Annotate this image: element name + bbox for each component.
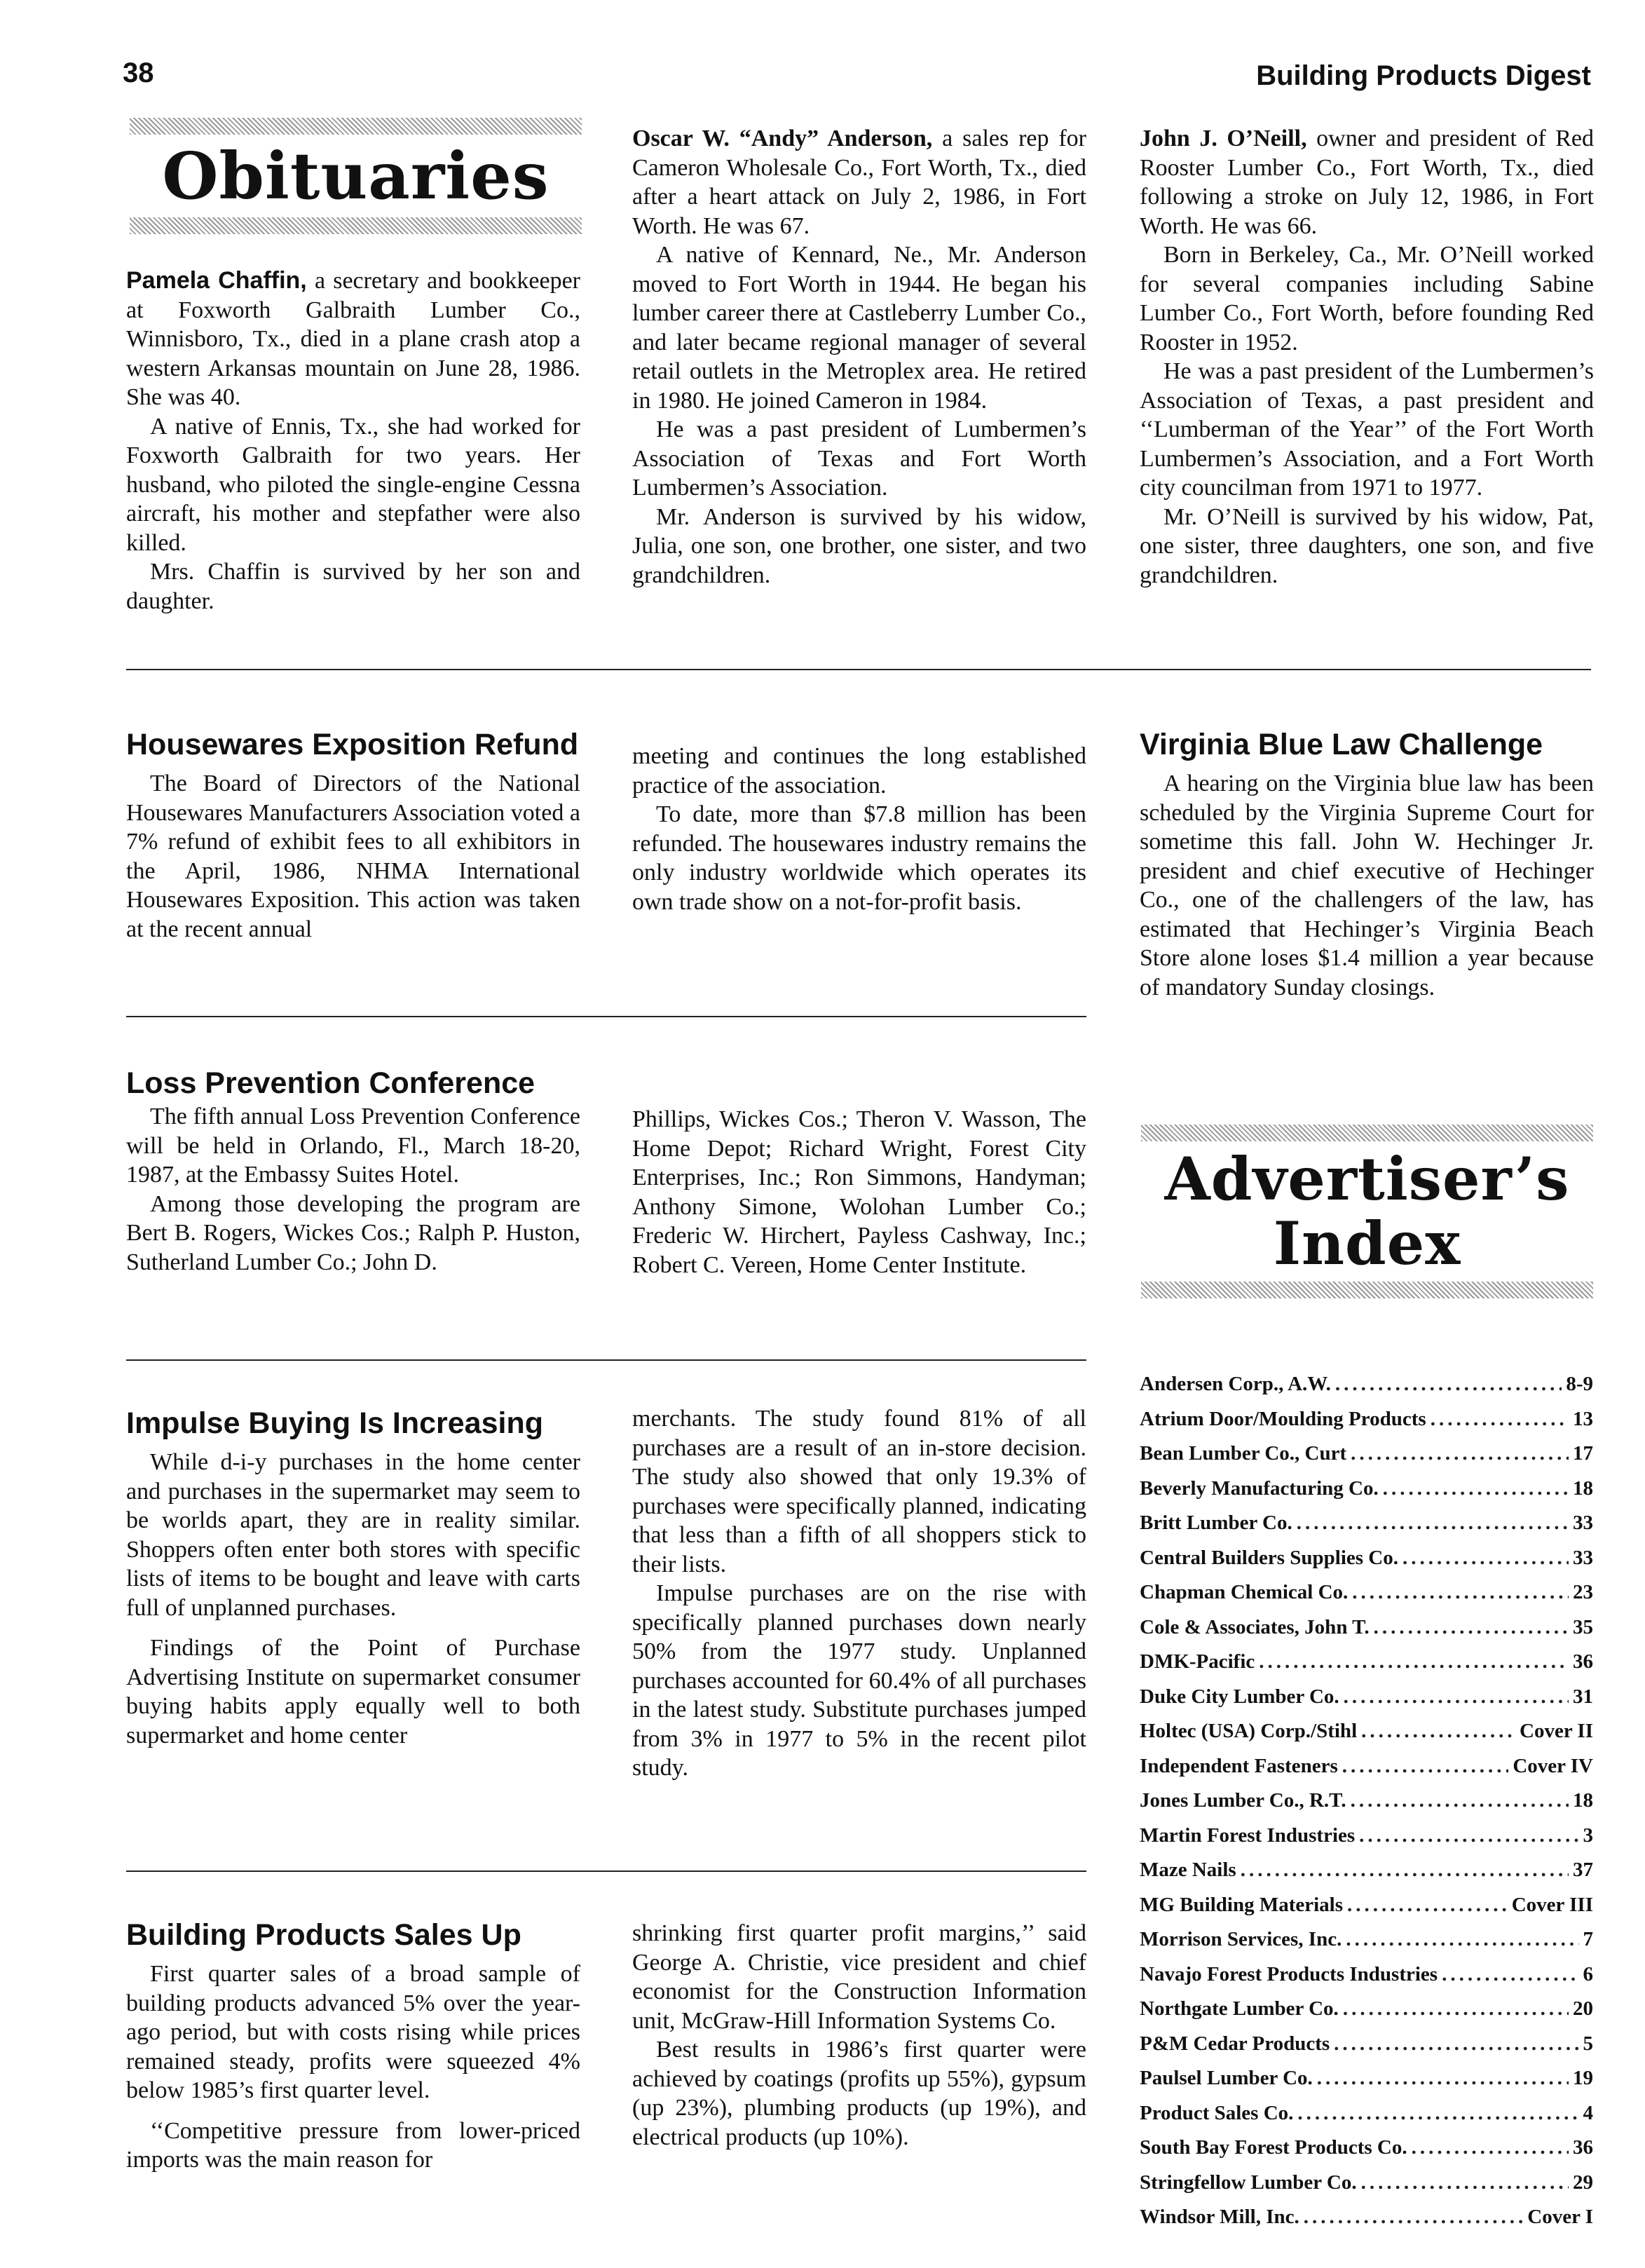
housewares-col1 bbox=[126, 726, 580, 944]
leader-dots bbox=[1334, 2027, 1578, 2062]
leader-dots bbox=[1343, 1992, 1569, 2027]
advertiser-entry bbox=[1140, 1472, 1593, 1507]
article-paragraph: A hearing on the Virginia blue law has been scheduled by the Virginia Supreme Court for sometime this fall. John W. Hechinger Jr. president and chief executive of Hechinger Co., one of the challengers of the law, has estimated that Hechinger’s Virginia Beach Store alone loses $1.4 million a year because of mandatory Sunday closings. bbox=[1140, 770, 1594, 1000]
housewares-col2 bbox=[632, 742, 1086, 916]
advertiser-entry bbox=[1140, 2027, 1593, 2062]
obit-paragraph: John J. O’Neill, owner and president of Red Rooster Lumber Co., Fort Worth, Tx., died following a stroke on July 12, 1986, in Fort Worth. He was 66. bbox=[1140, 125, 1595, 239]
leader-dots bbox=[1241, 1853, 1569, 1888]
obit-paragraph: He was a past president of Lumbermen’s Association of Texas and Fort Worth Lumbermen’s Association. bbox=[632, 416, 1086, 501]
article-paragraph: Impulse purchases are on the rise with specifically planned purchases down nearly 50% from the 1977 study. Unplanned purchases accounted for 60.4% of all purchases in the latest study. Substitute purchases jumped from 3% in 1977 to 5% in the recent pilot study. bbox=[632, 1580, 1086, 1781]
leader-dots bbox=[1374, 1610, 1569, 1645]
obituary-chaffin bbox=[126, 266, 580, 616]
advertiser-entry bbox=[1140, 1367, 1593, 1402]
advertiser-page: 18 bbox=[1573, 1476, 1593, 1500]
obit-name-oneill: John J. O’Neill, bbox=[1140, 125, 1307, 151]
advertisers-list bbox=[1140, 1367, 1593, 2235]
advertiser-name: Jones Lumber Co., R.T. bbox=[1140, 1789, 1346, 1812]
leader-dots bbox=[1346, 1922, 1578, 1957]
advertiser-page: 5 bbox=[1583, 2032, 1593, 2055]
advertiser-page: 7 bbox=[1583, 1928, 1593, 1950]
divider bbox=[126, 1359, 1086, 1361]
obituary-oneill bbox=[1140, 124, 1594, 590]
leader-dots bbox=[1361, 2166, 1569, 2201]
advertiser-entry bbox=[1140, 1402, 1593, 1437]
advertiser-name: Atrium Door/Moulding Products bbox=[1140, 1407, 1426, 1430]
advertiser-entry bbox=[1140, 1819, 1593, 1854]
obit-paragraph: Mr. O’Neill is survived by his widow, Pat, one sister, three daughters, one son, and five grandchildren. bbox=[1140, 503, 1594, 588]
sales-up-title: Building Products Sales Up bbox=[126, 1918, 521, 1952]
advertiser-page: 8-9 bbox=[1566, 1373, 1593, 1395]
leader-dots bbox=[1442, 1957, 1578, 1992]
leader-dots bbox=[1347, 1888, 1508, 1923]
heading-stripe-bottom bbox=[130, 217, 582, 234]
leader-dots bbox=[1297, 2096, 1578, 2131]
advertiser-page: 31 bbox=[1573, 1685, 1593, 1708]
advertisers-title-line1: Advertiser’s bbox=[1164, 1144, 1570, 1214]
advertiser-name: Britt Lumber Co. bbox=[1140, 1512, 1292, 1534]
advertiser-entry bbox=[1140, 2096, 1593, 2131]
advertiser-entry bbox=[1140, 1922, 1593, 1957]
leader-dots bbox=[1351, 1784, 1569, 1819]
advertiser-page: Cover II bbox=[1520, 1720, 1593, 1742]
advertiser-name: Stringfellow Lumber Co. bbox=[1140, 2171, 1357, 2194]
leader-dots bbox=[1335, 1367, 1562, 1402]
advertiser-entry bbox=[1140, 1888, 1593, 1923]
page-number: 38 bbox=[123, 57, 154, 88]
advertiser-page: 3 bbox=[1583, 1824, 1593, 1847]
advertiser-name: Central Builders Supplies Co. bbox=[1140, 1546, 1398, 1569]
advertiser-name: South Bay Forest Products Co. bbox=[1140, 2136, 1407, 2159]
advertiser-name: Morrison Services, Inc. bbox=[1140, 1928, 1342, 1950]
advertiser-page: 17 bbox=[1573, 1442, 1593, 1465]
leader-dots bbox=[1259, 1645, 1569, 1680]
leader-dots bbox=[1297, 1506, 1569, 1541]
divider bbox=[126, 1016, 1086, 1017]
leader-dots bbox=[1383, 1472, 1569, 1507]
advertiser-page: 33 bbox=[1573, 1512, 1593, 1534]
obit-paragraph: A native of Kennard, Ne., Mr. Anderson moved to Fort Worth in 1944. He began his lumber career there at Castleberry Lumber Co., and later became regional manager of several retail outlets in the Metroplex area. He retired in 1980. He joined Cameron in 1984. bbox=[632, 242, 1086, 414]
advertiser-page: 36 bbox=[1573, 2136, 1593, 2159]
leader-dots bbox=[1344, 1680, 1569, 1715]
advertiser-entry bbox=[1140, 2166, 1593, 2201]
sales-up-col1 bbox=[126, 1916, 580, 2175]
loss-prevention-title: Loss Prevention Conference bbox=[126, 1066, 535, 1100]
impulse-title: Impulse Buying Is Increasing bbox=[126, 1406, 543, 1440]
sales-up-col2 bbox=[632, 1919, 1086, 2152]
article-paragraph: shrinking first quarter profit margins,’’ said George A. Christie, vice president and chief economist for the Construction Information unit, McGraw-Hill Information Systems Co. bbox=[632, 1920, 1086, 2034]
heading-stripe-top bbox=[1141, 1125, 1593, 1141]
leader-dots bbox=[1317, 2061, 1569, 2096]
virginia-title: Virginia Blue Law Challenge bbox=[1140, 728, 1543, 761]
leader-dots bbox=[1361, 1714, 1515, 1749]
advertiser-entry bbox=[1140, 1541, 1593, 1576]
article-paragraph: ‘‘Competitive pressure from lower-priced imports was the main reason for bbox=[126, 2117, 580, 2173]
divider bbox=[126, 1870, 1086, 1872]
advertiser-page: Cover I bbox=[1527, 2206, 1593, 2228]
advertiser-name: Northgate Lumber Co. bbox=[1140, 1997, 1339, 2020]
advertiser-name: Martin Forest Industries bbox=[1140, 1824, 1356, 1847]
advertiser-entry bbox=[1140, 1784, 1593, 1819]
obit-name-anderson: Oscar W. “Andy” Anderson, bbox=[632, 125, 933, 151]
advertiser-entry bbox=[1140, 2131, 1593, 2166]
publication-title: Building Products Digest bbox=[1256, 60, 1591, 91]
obit-paragraph: Born in Berkeley, Ca., Mr. O’Neill worked for several companies including Sabine Lumber Co., Fort Worth, before founding Red Rooster in 1952. bbox=[1140, 242, 1594, 355]
advertiser-entry bbox=[1140, 1575, 1593, 1610]
advertisers-title-line2: Index bbox=[1273, 1209, 1461, 1278]
advertiser-name: Beverly Manufacturing Co. bbox=[1140, 1476, 1379, 1500]
advertiser-name: Holtec (USA) Corp./Stihl bbox=[1140, 1720, 1358, 1742]
advertiser-name: Paulsel Lumber Co. bbox=[1140, 2067, 1313, 2089]
obituary-anderson bbox=[632, 124, 1086, 590]
advertiser-page: 36 bbox=[1573, 1650, 1593, 1673]
advertiser-entry bbox=[1140, 1610, 1593, 1645]
obit-name-chaffin: Pamela Chaffin, bbox=[126, 267, 307, 294]
advertiser-entry bbox=[1140, 1506, 1593, 1541]
advertiser-entry bbox=[1140, 1957, 1593, 1992]
obit-paragraph: Mr. Anderson is survived by his widow, Julia, one son, one brother, one sister, and two grandchildren. bbox=[632, 503, 1086, 588]
advertiser-entry bbox=[1140, 1714, 1593, 1749]
advertiser-entry bbox=[1140, 2061, 1593, 2096]
advertiser-entry bbox=[1140, 1853, 1593, 1888]
advertiser-page: 13 bbox=[1573, 1407, 1593, 1430]
article-paragraph: Findings of the Point of Purchase Advertising Institute on supermarket consumer buying habits apply equally well to both supermarket and home center bbox=[126, 1635, 580, 1748]
impulse-col1 bbox=[126, 1404, 580, 1750]
divider bbox=[126, 669, 1591, 670]
obit-paragraph: A native of Ennis, Tx., she had worked for Foxworth Galbraith for two years. Her husband, who piloted the single-engine Cessna aircraft, his mother and stepfather were also killed. bbox=[126, 413, 580, 556]
advertiser-name: Windsor Mill, Inc. bbox=[1140, 2206, 1299, 2228]
article-paragraph: merchants. The study found 81% of all purchases are a result of an in-store decision. The study also showed that only 19.3% of purchases were specifically planned, indicating that less than a fifth of all shoppers stick to their lists. bbox=[632, 1406, 1086, 1577]
virginia-article bbox=[1140, 726, 1594, 1002]
advertiser-entry bbox=[1140, 1645, 1593, 1680]
advertiser-page: 19 bbox=[1573, 2067, 1593, 2089]
leader-dots bbox=[1342, 1749, 1509, 1784]
advertiser-page: 20 bbox=[1573, 1997, 1593, 2020]
advertiser-name: Product Sales Co. bbox=[1140, 2101, 1294, 2124]
advertiser-name: Chapman Chemical Co. bbox=[1140, 1581, 1349, 1603]
advertiser-name: Maze Nails bbox=[1140, 1859, 1236, 1881]
advertiser-name: Independent Fasteners bbox=[1140, 1754, 1338, 1777]
advertiser-entry bbox=[1140, 1749, 1593, 1784]
loss-prevention-col1 bbox=[126, 1064, 580, 1277]
advertiser-name: Andersen Corp., A.W. bbox=[1140, 1373, 1331, 1395]
advertisers-heading bbox=[1141, 1125, 1593, 1298]
leader-dots bbox=[1351, 1437, 1569, 1472]
advertiser-name: DMK-Pacific bbox=[1140, 1650, 1255, 1673]
obit-paragraph: Pamela Chaffin, a secretary and bookkeeper at Foxworth Galbraith Lumber Co., Winnisboro, Tx., died in a plane crash atop a western Arkansas mountain on June 28, 1986. She was 40. bbox=[126, 267, 580, 410]
loss-prevention-col2 bbox=[632, 1105, 1086, 1279]
obituaries-heading bbox=[130, 118, 582, 234]
obit-paragraph: Oscar W. “Andy” Anderson, a sales rep for Cameron Wholesale Co., Fort Worth, Tx., died after a heart attack on July 2, 1986, in Fort Worth. He was 67. bbox=[632, 125, 1086, 239]
impulse-col2 bbox=[632, 1404, 1086, 1783]
article-paragraph: The Board of Directors of the National Housewares Manufacturers Association voted a 7% refund of exhibit fees to all exhibitors in the April, 1986, NHMA International Housewares Exposition. This action was taken at the recent annual bbox=[126, 770, 580, 942]
advertiser-name: P&M Cedar Products bbox=[1140, 2032, 1330, 2055]
housewares-title: Housewares Exposition Refund bbox=[126, 728, 579, 761]
advertiser-name: MG Building Materials bbox=[1140, 1893, 1343, 1916]
article-paragraph: While d-i-y purchases in the home center and purchases in the supermarket may seem to be worlds apart, they are in reality similar. Shoppers often enter both stores with specific lists of items to be bought and leave with carts full of unplanned purchases. bbox=[126, 1449, 580, 1621]
advertiser-page: 29 bbox=[1573, 2171, 1593, 2194]
article-paragraph: The fifth annual Loss Prevention Conference will be held in Orlando, Fl., March 18-20, 1987, at the Embassy Suites Hotel. bbox=[126, 1104, 580, 1188]
advertiser-name: Duke City Lumber Co. bbox=[1140, 1685, 1339, 1708]
article-paragraph: To date, more than $7.8 million has been refunded. The housewares industry remains the only industry worldwide which operates its own trade show on a not-for-profit basis. bbox=[632, 801, 1086, 915]
advertiser-entry bbox=[1140, 1680, 1593, 1715]
advertiser-page: 6 bbox=[1583, 1962, 1593, 1985]
advertiser-page: 37 bbox=[1573, 1859, 1593, 1881]
article-paragraph: Among those developing the program are Bert B. Rogers, Wickes Cos.; Ralph P. Huston, Sutherland Lumber Co.; John D. bbox=[126, 1190, 580, 1275]
advertiser-entry bbox=[1140, 1437, 1593, 1472]
advertiser-entry bbox=[1140, 1992, 1593, 2027]
heading-stripe-bottom bbox=[1141, 1282, 1593, 1298]
advertiser-page: 35 bbox=[1573, 1615, 1593, 1638]
obit-paragraph: Mrs. Chaffin is survived by her son and daughter. bbox=[126, 559, 580, 614]
obituaries-title: Obituaries bbox=[162, 138, 550, 214]
leader-dots bbox=[1359, 1819, 1578, 1854]
leader-dots bbox=[1412, 2131, 1569, 2166]
article-paragraph: Phillips, Wickes Cos.; Theron V. Wasson, The Home Depot; Richard Wright, Forest City Enterprises, Inc.; Ron Simmons, Handyman; Anthony Simone, Wolohan Lumber Co.; Frederic W. Hirchert, Payless Cashway, Inc.; Robert C. Vereen, Home Center Institute. bbox=[632, 1106, 1086, 1278]
article-paragraph: meeting and continues the long established practice of the association. bbox=[632, 743, 1086, 799]
advertiser-page: Cover III bbox=[1511, 1893, 1593, 1916]
heading-stripe-top bbox=[130, 118, 582, 135]
advertiser-entry bbox=[1140, 2200, 1593, 2235]
obit-paragraph: He was a past president of the Lumbermen’s Association of Texas, a past president and ‘‘Lumberman of the Year’’ of the Fort Worth Lumbermen’s Association, and a Fort Worth city councilman from 1971 to 1977. bbox=[1140, 358, 1594, 501]
advertiser-page: 23 bbox=[1573, 1581, 1593, 1603]
advertiser-page: 18 bbox=[1573, 1789, 1593, 1812]
advertiser-page: 33 bbox=[1573, 1546, 1593, 1569]
article-paragraph: Best results in 1986’s first quarter were achieved by coatings (profits up 55%), gypsum (up 23%), plumbing products (up 19%), and electrical products (up 10%). bbox=[632, 2037, 1086, 2150]
advertiser-page: 4 bbox=[1583, 2101, 1593, 2124]
advertiser-name: Navajo Forest Products Industries bbox=[1140, 1962, 1438, 1985]
advertiser-name: Bean Lumber Co., Curt bbox=[1140, 1442, 1347, 1465]
leader-dots bbox=[1352, 1575, 1569, 1610]
article-paragraph: First quarter sales of a broad sample of building products advanced 5% over the year-ago period, but with costs rising while prices remained steady, profits were squeezed 4% below 1985’s first quarter level. bbox=[126, 1961, 580, 2103]
advertiser-page: Cover IV bbox=[1513, 1754, 1593, 1777]
leader-dots bbox=[1431, 1402, 1569, 1437]
leader-dots bbox=[1402, 1541, 1569, 1576]
advertiser-name: Cole & Associates, John T. bbox=[1140, 1615, 1370, 1638]
leader-dots bbox=[1304, 2200, 1524, 2235]
